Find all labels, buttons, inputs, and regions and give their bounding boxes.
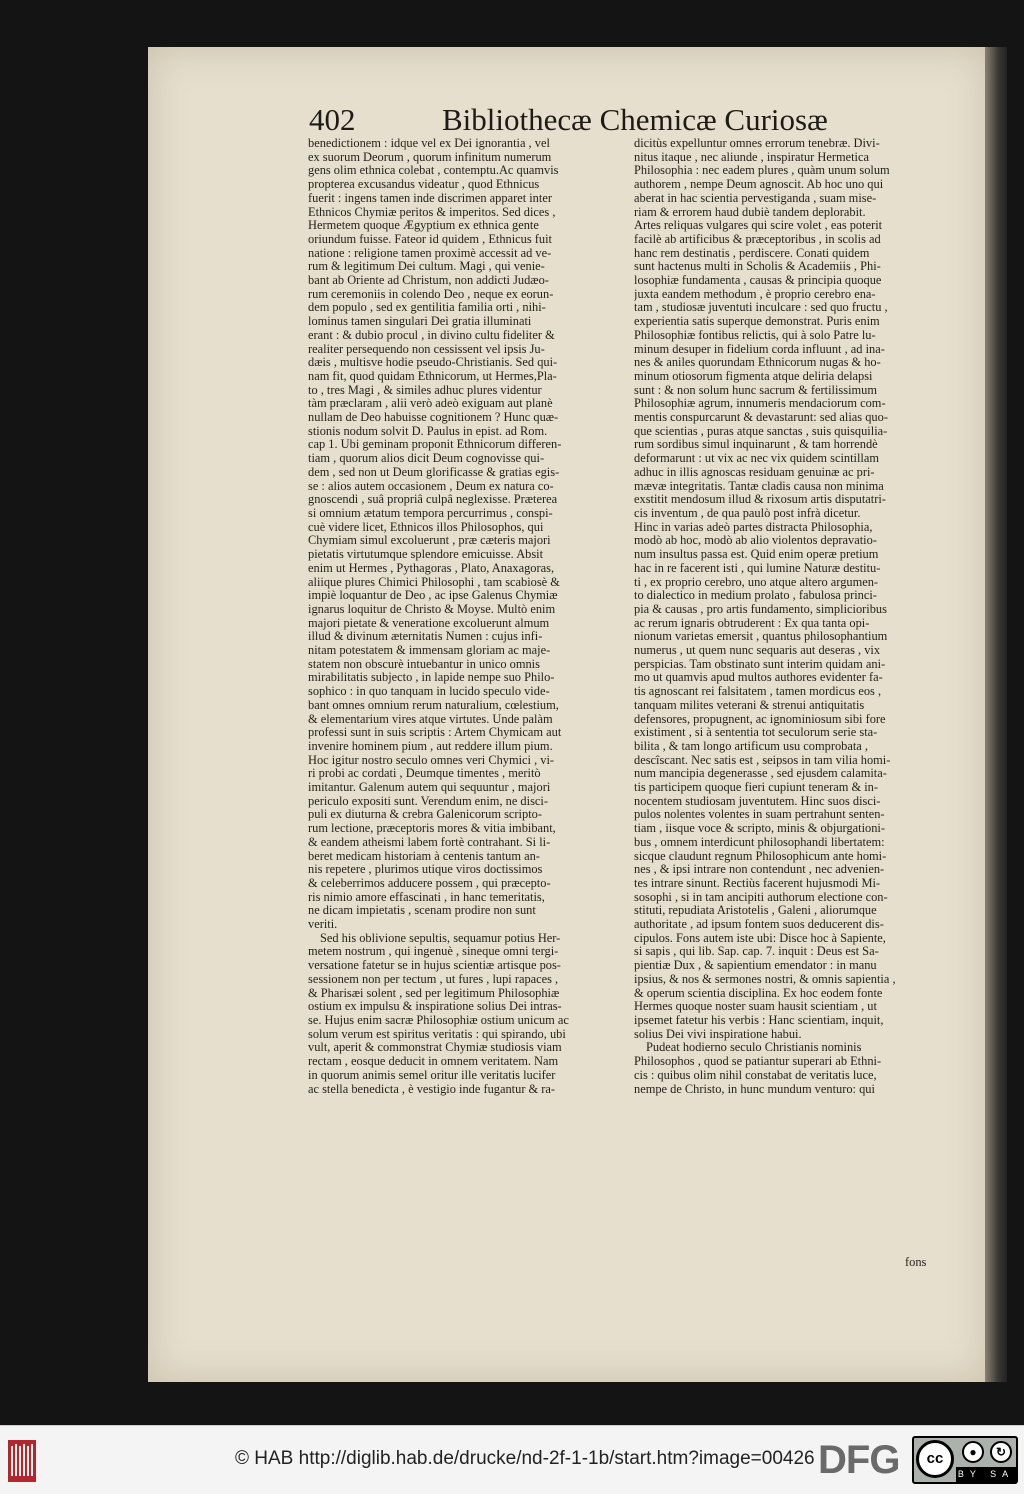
page-number: 402: [309, 102, 356, 137]
text-line: Philosophiæ fontibus relictis, qui à solo Patre lu-: [634, 327, 876, 342]
text-line: ex suorum Deorum , quorum infinitum numerum: [308, 149, 552, 164]
text-line: bilita , & tam longo artificum usu comprobata ,: [634, 738, 868, 753]
text-line: nes & aniles quorundam Ethnicorum nugas & ho-: [634, 355, 881, 370]
text-line: ipsemet fatetur his verbis : Hanc scientiam, inquit,: [634, 1013, 884, 1027]
text-line: cis inventum , de qua paulò post infrà dicetur.: [634, 505, 861, 520]
text-line: tiam , iisque voce & scripto, minis & objurgationi-: [634, 821, 885, 836]
text-line: riam & errorem haud dubiè tandem deplorabit.: [634, 204, 866, 219]
text-line: authorem , nempe Deum agnoscit. Ab hoc uno qui: [634, 177, 884, 192]
text-line: fuerit : ingens tamen inde discrimen apparet inter: [308, 190, 552, 205]
text-line: tis participem quoque fieri cupiunt teneram & in-: [634, 780, 878, 795]
text-line: dem populo , sed ex gentilitia familia orti , nihi-: [308, 300, 546, 315]
text-line: nitus itaque , nec aliunde , inspiratur Hermetica: [634, 149, 869, 164]
running-head: [309, 98, 828, 142]
text-line: veriti.: [308, 917, 338, 932]
text-line: ri probi ac cordati , Deumque timentes , meritò: [308, 766, 541, 781]
text-line: pia & causas , pro artis fundamento, simplicioribus: [634, 601, 887, 616]
text-line: Pudeat hodierno seculo Christianis nominis: [646, 1040, 862, 1055]
text-line: nis repetere , plurimos utique viros doctissimos: [308, 862, 543, 877]
text-line: perspicias. Tam obstinato sunt interim quidam ani-: [634, 656, 886, 671]
text-line: statem non obscurè intuebantur in unico omnis: [308, 656, 540, 671]
text-line: & celeberrimos adducere possem , qui præcepto-: [308, 875, 551, 890]
text-line: propterea excusandus videatur , quod Ethnicus: [308, 177, 540, 192]
text-line: descîscant. Nec satis est , seipsos in tam vilia homi-: [634, 752, 891, 767]
text-line: solum verum est spiritus veritatis : qui spirando, ubi: [308, 1026, 566, 1041]
person-icon: ●: [962, 1441, 984, 1463]
text-line: dicitùs expelluntur omnes errorum tenebræ. Divi-: [634, 137, 880, 150]
text-line: in quorum animis semel oritur ille veritatis lucifer: [308, 1067, 556, 1082]
text-line: mirabilitatis subjecto , in lapide nempe suo Philo-: [308, 670, 555, 685]
text-line: Artes reliquas vulgares qui scire volet , eas poterit: [634, 218, 883, 233]
text-line: ac stella benedicta , è vestigio inde fugantur & ra-: [308, 1081, 556, 1096]
text-line: dem , sed non ut Deum glorificasse & gratias egis-: [308, 464, 560, 479]
text-line: si sapis , qui lib. Sap. cap. 7. inquit : Deus est Sa-: [634, 944, 879, 959]
text-line: impiè loquantur de Deo , ac ipse Galenus Chymiæ: [308, 588, 558, 603]
text-line: imitantur. Galenum autem qui sequuntur , majori: [308, 780, 551, 795]
cc-icon: cc: [916, 1440, 954, 1478]
text-line: bant omnes omnium rerum naturalium, cœlestium,: [308, 697, 559, 712]
text-line: mævæ integritatis. Tantæ cladis causa non minima: [634, 478, 884, 493]
text-line: sunt hactenus multi in Scholis & Academiis , Phi-: [634, 259, 881, 274]
text-line: solius Dei vivi inspiratione habui.: [634, 1026, 802, 1041]
page-edge: [985, 47, 1007, 1382]
text-line: gens olim ethnica colebat , contemptu.Ac quamvis: [308, 163, 559, 178]
text-line: se : alios autem occasionem , Deum ex natura co-: [308, 478, 554, 493]
text-line: num mancipia degenerasse , sed ejusdem calamita-: [634, 766, 887, 781]
text-line: stituti, repudiata Aristotelis , Galeni , aliorumque: [634, 903, 877, 918]
dfg-logo: DFG: [818, 1438, 900, 1482]
text-line: erant : & dubio procul , in divino cultu fideliter &: [308, 327, 555, 342]
text-line: gnoscendi , suâ propriâ culpâ neglexisse. Præterea: [308, 492, 558, 507]
text-line: nullam de Deo habuisse cognitionem ? Hunc quæ-: [308, 410, 559, 425]
text-line: nempe de Christo, in hunc mundum venturo: qui: [634, 1081, 875, 1096]
text-line: vult, aperit & commonstrat Chymiæ studiosis viam: [308, 1040, 562, 1055]
text-line: modò ab hoc, modò ab alio violentos depravatio-: [634, 533, 877, 548]
text-line: Hermetem quoque Ægyptium ex ethnica gente: [308, 218, 539, 233]
text-line: pietatis virtutumque splendore emicuisse. Absit: [308, 547, 544, 562]
text-line: facilè ab artificibus & præceptoribus , in scolis ad: [634, 231, 881, 246]
text-line: Philosophiæ agrum, innumeris mendaciorum com-: [634, 396, 886, 411]
text-line: cuè videre licet, Ethnicos illos Philosophos, qui: [308, 519, 544, 534]
text-line: periculo expositi sunt. Verendum enim, ne disci-: [308, 793, 548, 808]
text-line: dæis , multisve hodie pseudo-Christianis. Sed qui-: [308, 355, 558, 370]
text-line: & operum scientia disciplina. Ex hoc eodem fonte: [634, 985, 883, 1000]
text-line: rectam , eosque deducit in omnem veritatem. Nam: [308, 1054, 559, 1069]
text-line: mentis conspurcarunt & devastarunt: sed alias quo-: [634, 410, 888, 425]
text-line: numerus , ut quem nunc sequaris aut deseras , vix: [634, 643, 881, 658]
text-line: to dialectico in medium prolato , fabulosa princi-: [634, 588, 877, 603]
text-line: que scientias , puras atque sanctas , suis quisquilia-: [634, 423, 888, 438]
text-line: rum lectione, præceptoris mores & vitia imbibant,: [308, 821, 556, 836]
text-line: ris nimio amore effascinati , in hanc temeritatis,: [308, 889, 545, 904]
license-label: BY SA: [956, 1467, 1016, 1482]
text-line: rum sordibus simul inquinarunt , & tam horrendè: [634, 437, 878, 452]
text-line: sosophi , si in tam ancipiti authorum electione con-: [634, 889, 888, 904]
text-line: ignarus loquitur de Christo & Moyse. Multò enim: [308, 601, 556, 616]
text-line: realiter persequendo non cessissent vel ipsis Ju-: [308, 341, 545, 356]
text-line: rum & legitimum Dei cultum. Magi , qui venie-: [308, 259, 545, 274]
text-line: tàm præclaram , alii verò adeò exiguam aut planè: [308, 396, 553, 411]
text-column-right: [634, 137, 946, 1272]
text-line: metem nostrum , qui ingenuè , sineque omni tergi-: [308, 944, 559, 959]
text-line: beret medicam historiam à centenis tantum an-: [308, 848, 540, 863]
text-line: deformarunt : ut vix ac nec vix quidem scintillam: [634, 451, 879, 466]
viewer-footer: [0, 1425, 1024, 1494]
text-line: nionum varietas emersit , quantus philosophantium: [634, 629, 888, 644]
text-line: Sed his oblivione sepultis, sequamur potius Her-: [320, 930, 561, 945]
text-line: Philosophos , quod se patiantur superari ab Ethni-: [634, 1054, 882, 1069]
text-line: ipsius, & nos & sermones nostri, & omnis sapientia ,: [634, 971, 896, 986]
text-line: ne dicam impietatis , scenam prodire non sunt: [308, 903, 536, 918]
text-line: tam , studiosæ juventuti inculcare : sed quo fructu ,: [634, 300, 888, 315]
text-line: tanquam milites veterani & strenui antiquitatis: [634, 697, 865, 712]
text-line: & Pharisæi solent , sed per legitimum Philosophiæ: [308, 985, 560, 1000]
text-line: hanc rem destinatis , perdiscere. Conati quidem: [634, 245, 870, 260]
text-line: sicque claudunt regnum Philosophicum ante homi-: [634, 848, 887, 863]
text-column-left: [308, 137, 623, 1272]
text-line: tes intrare sinunt. Rectiùs facerent hujusmodi Mi-: [634, 875, 881, 890]
text-line: si omnium ætatum tempora percurrimus , conspi-: [308, 505, 553, 520]
text-line: Hinc in varias adeò partes distracta Philosophia,: [634, 519, 873, 534]
text-line: professi sunt in suis scriptis : Artem Chymicam aut: [308, 725, 562, 740]
text-line: authoritate , ad ipsum fontem suos deducerent dis-: [634, 917, 884, 932]
text-line: sophico : in quo tanquam in lucido speculo vide-: [308, 684, 550, 699]
text-line: puli ex diuturna & crebra Galenicorum scripto-: [308, 807, 542, 822]
text-line: natione : religione tamen proximè accessit ad ve-: [308, 245, 552, 260]
text-line: cis : quibus olim nihil constabat de veritatis luce,: [634, 1067, 877, 1082]
text-line: versatione fatetur se in hujus scientiæ artisque pos-: [308, 958, 561, 973]
text-line: experientia satis superque demonstrat. Puris enim: [634, 314, 880, 329]
text-line: Philosophia : nec eadem plures , quàm unum solum: [634, 163, 890, 178]
text-line: ti , ex proprio cerebro, uno atque altero argumen-: [634, 574, 879, 589]
text-line: defensores, propugnent, ac ignominiosum sibi fore: [634, 711, 886, 726]
text-line: ostium ex impulsu & inspiratione solius Dei intras-: [308, 999, 562, 1014]
text-line: Hermes quoque noster suam hausit scientiam , ut: [634, 999, 877, 1014]
text-line: tis agnoscant rei falsitatem , tamen mordicus eos ,: [634, 684, 882, 699]
text-line: Hoc igitur nostro seculo omnes veri Chymici , vi-: [308, 752, 555, 767]
text-line: tiam , quorum alios dicit Deum cognovisse qui-: [308, 451, 545, 466]
text-line: to , tres Magi , & similes adhuc plures videntur: [308, 382, 542, 397]
text-line: nitam potestatem & immensam gloriam ac maje-: [308, 643, 551, 658]
text-line: juxta eandem methodum , è proprio cerebro ena-: [634, 286, 876, 301]
text-line: pientiæ Dux , & sapientium emendator : in manu: [634, 958, 877, 973]
text-line: illud & divinum æternitatis Numen : cujus infi-: [308, 629, 543, 644]
text-line: aliique plures Chimici Philosophi , tam scabiosè &: [308, 574, 560, 589]
text-line: & eandem atheismi labem fortè contrahant. Si li-: [308, 834, 551, 849]
text-line: minum desuper in fidelium corda influunt , ad ina-: [634, 341, 885, 356]
text-line: cap 1. Ubi geminam proponit Ethnicorum differen-: [308, 437, 562, 452]
text-line: rum ceremoniis in colendo Deo , neque ex eorun-: [308, 286, 554, 301]
text-line: losophiæ fundamenta , causas & principia quoque: [634, 273, 882, 288]
text-line: cipulos. Fons autem iste ubi: Disce hoc à Sapiente,: [634, 930, 886, 945]
running-title: Bibliothecæ Chemicæ Curiosæ: [442, 102, 828, 137]
text-line: stionis nodum solvit D. Paulus in epist. ad Rom.: [308, 423, 548, 438]
cc-license-badge[interactable]: [912, 1436, 1018, 1484]
text-line: enim ut Hermes , Pythagoras , Plato, Anaxagoras,: [308, 560, 555, 575]
text-line: exstitit mendosum illud & rixosum artis disputatri-: [634, 492, 886, 507]
text-line: & elementarium vires atque virtutes. Unde palàm: [308, 711, 553, 726]
text-line: aberat in hac scientia pervestiganda , suam mise-: [634, 190, 877, 205]
text-line: oriundum fuisse. Fateor id quidem , Ethnicus fuit: [308, 231, 552, 246]
text-line: mo ut quamvis apud multos authores evidenter fa-: [634, 670, 883, 685]
share-alike-icon: ↻: [990, 1441, 1012, 1463]
catchword: fons: [905, 1255, 927, 1269]
text-line: minum otiosorum figmenta atque deliria delapsi: [634, 368, 873, 383]
text-line: Ethnicos Chymiæ peritos & imperitos. Sed dices ,: [308, 204, 556, 219]
text-line: nes , & ipsi intrare non contendunt , nec advenien-: [634, 862, 885, 877]
text-line: nam fit, quod quidam Ethnicorum, ut Hermes,Pla-: [308, 368, 557, 383]
text-line: benedictionem : idque vel ex Dei ignorantia , vel: [308, 137, 550, 150]
text-line: num insultus passa est. Quid enim operæ pretium: [634, 547, 879, 562]
text-line: existiment , si à sententia tot seculorum serie sta-: [634, 725, 878, 740]
text-line: sessionem non per tectum , ut fures , lupi rapaces ,: [308, 971, 559, 986]
text-line: lominus tamen singulari Dei gratia illuminati: [308, 314, 532, 329]
text-line: invenire hominem pium , aut reddere illum pium.: [308, 738, 553, 753]
text-line: bant ab Oriente ad Christum, non addicti Judæo-: [308, 273, 549, 288]
text-line: bus , omnem interdicunt philosophandi libertatem:: [634, 834, 885, 849]
text-line: sunt : & non solum hunc sacrum & fertilissimum: [634, 382, 877, 397]
text-line: Chymiam simul excoluerunt , præ cæteris majori: [308, 533, 551, 548]
text-line: majori pietate & veneratione excoluerunt almum: [308, 615, 550, 630]
hab-logo-icon: [8, 1440, 36, 1482]
text-line: ac rerum ignaris obtruderent : Ex qua tanta opi-: [634, 615, 870, 630]
text-line: adhuc in illis agnoscas residuam genuinæ ac pri-: [634, 464, 875, 479]
text-line: hac in re facerent isti , qui lumine Naturæ destitu-: [634, 560, 881, 575]
text-line: se. Hujus enim sacræ Philosophiæ ostium unicum ac: [308, 1013, 569, 1027]
text-line: pulos nolentes volentes in suam pertrahunt senten-: [634, 807, 885, 822]
credit-link[interactable]: © HAB http://diglib.hab.de/drucke/nd-2f-1-1b/start.htm?image=00426: [235, 1448, 815, 1469]
text-line: nocentem studiosam juventutem. Hinc suos disci-: [634, 793, 881, 808]
